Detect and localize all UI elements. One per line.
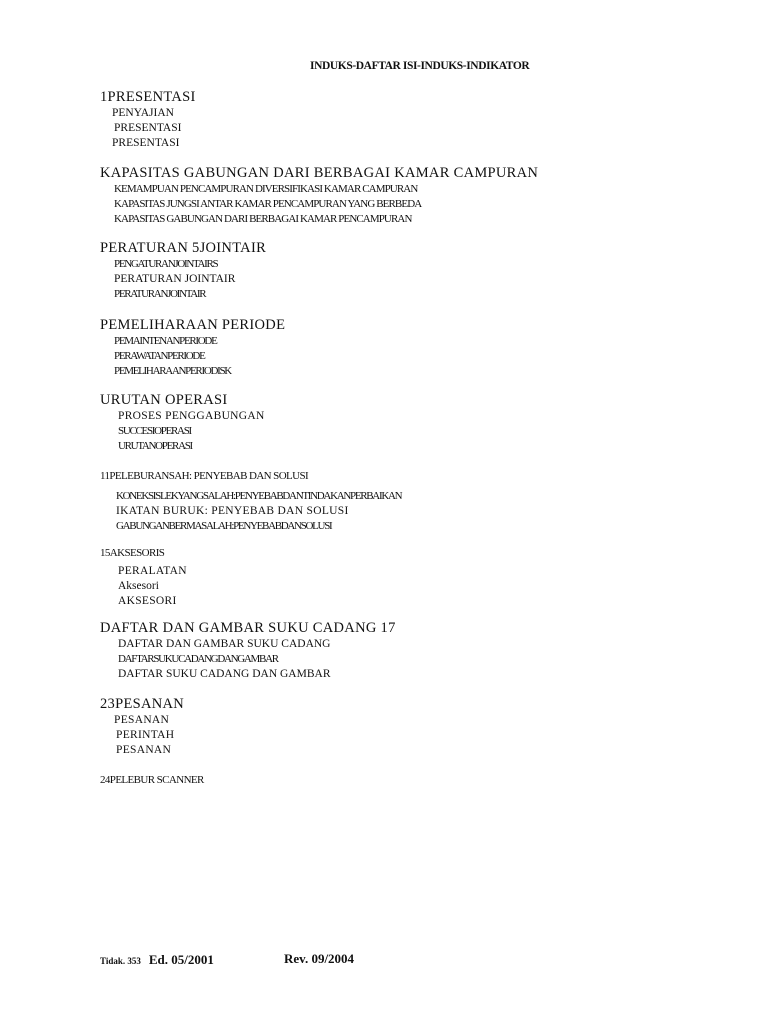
- section-item: PRESENTASI: [114, 122, 182, 134]
- page-footer: [100, 951, 355, 969]
- footer-revision: Rev. 09/2004: [284, 951, 355, 966]
- section-item: KONEKSISLEKYANGSALAH:PENYEBABDANTINDAKANPERBAIKAN: [116, 490, 402, 502]
- section-item: PROSES PENGGABUNGAN: [118, 410, 265, 422]
- section-item: KAPASITAS JUNGSI ANTAR KAMAR PENCAMPURAN YANG BERBEDA: [114, 198, 422, 210]
- section-heading: 11PELEBURANSAH: PENYEBAB DAN SOLUSI: [100, 470, 309, 482]
- section-item: KAPASITAS GABUNGAN DARI BERBAGAI KAMAR PENCAMPURAN: [114, 213, 412, 225]
- section-item: AKSESORI: [118, 595, 177, 607]
- section-item: URUTANOPERASI: [118, 440, 192, 452]
- section-item: PERATURANJOINTAIR: [114, 288, 206, 300]
- section-item: PERATURAN JOINTAIR: [114, 273, 236, 285]
- section-heading: DAFTAR DAN GAMBAR SUKU CADANG 17: [100, 620, 396, 636]
- section-heading: PERATURAN 5JOINTAIR: [100, 240, 267, 256]
- toc-section-aksesoris: [100, 545, 728, 609]
- section-heading: KAPASITAS GABUNGAN DARI BERBAGAI KAMAR CAMPURAN: [100, 165, 539, 181]
- section-item: DAFTAR DAN GAMBAR SUKU CADANG: [118, 638, 331, 650]
- section-heading: PEMELIHARAAN PERIODE: [100, 317, 286, 333]
- section-heading: 23PESANAN: [100, 696, 185, 712]
- toc-section-kapasitas: [100, 165, 728, 227]
- section-item: PESANAN: [116, 744, 172, 756]
- section-item: PENGATURANJOINTAIRS: [114, 258, 218, 270]
- section-item: PERAWATANPERIODE: [114, 350, 205, 362]
- section-item: PESANAN: [114, 714, 170, 726]
- section-item: KEMAMPUAN PENCAMPURAN DIVERSIFIKASI KAMAR CAMPURAN: [114, 183, 418, 195]
- section-heading: 15AKSESORIS: [100, 547, 165, 559]
- footer-page-number: Tidak. 353: [100, 956, 141, 966]
- section-item: PERALATAN: [118, 565, 187, 577]
- section-item: SUCCESIOPERASI: [118, 425, 191, 437]
- section-item: PERINTAH: [116, 729, 175, 741]
- toc-section-pelebur-scanner: [100, 772, 728, 789]
- page-title: INDUKS-DAFTAR ISI-INDUKS-INDIKATOR: [310, 60, 530, 72]
- section-item: DAFTAR SUKU CADANG DAN GAMBAR: [118, 668, 331, 680]
- section-heading: URUTAN OPERASI: [100, 392, 228, 408]
- section-item: IKATAN BURUK: PENYEBAB DAN SOLUSI: [116, 505, 349, 517]
- section-item: PRESENTASI: [112, 137, 180, 149]
- toc-section-urutan: [100, 392, 728, 454]
- toc-section-daftar-suku-cadang: [100, 620, 728, 682]
- toc-section-pesanan: [100, 696, 728, 758]
- footer-edition: Ed. 05/2001: [148, 952, 214, 967]
- toc-section-peraturan: [100, 240, 728, 302]
- section-heading: 1PRESENTASI: [100, 89, 196, 105]
- section-heading: 24PELEBUR SCANNER: [100, 774, 204, 786]
- section-item: PEMELIHARAANPERIODISK: [114, 365, 231, 377]
- toc-section-peleburansah: [100, 468, 728, 534]
- section-item: PENYAJIAN: [112, 107, 174, 119]
- toc-section-presentasi: [100, 89, 728, 151]
- section-item: GABUNGANBERMASALAH:PENYEBABDANSOLUSI: [116, 520, 332, 532]
- section-item: Aksesori: [118, 580, 159, 592]
- section-item: PEMAINTENANPERIODE: [114, 335, 217, 347]
- section-item: DAFTARSUKUCADANGDANGAMBAR: [118, 653, 278, 665]
- toc-section-pemeliharaan: [100, 317, 728, 379]
